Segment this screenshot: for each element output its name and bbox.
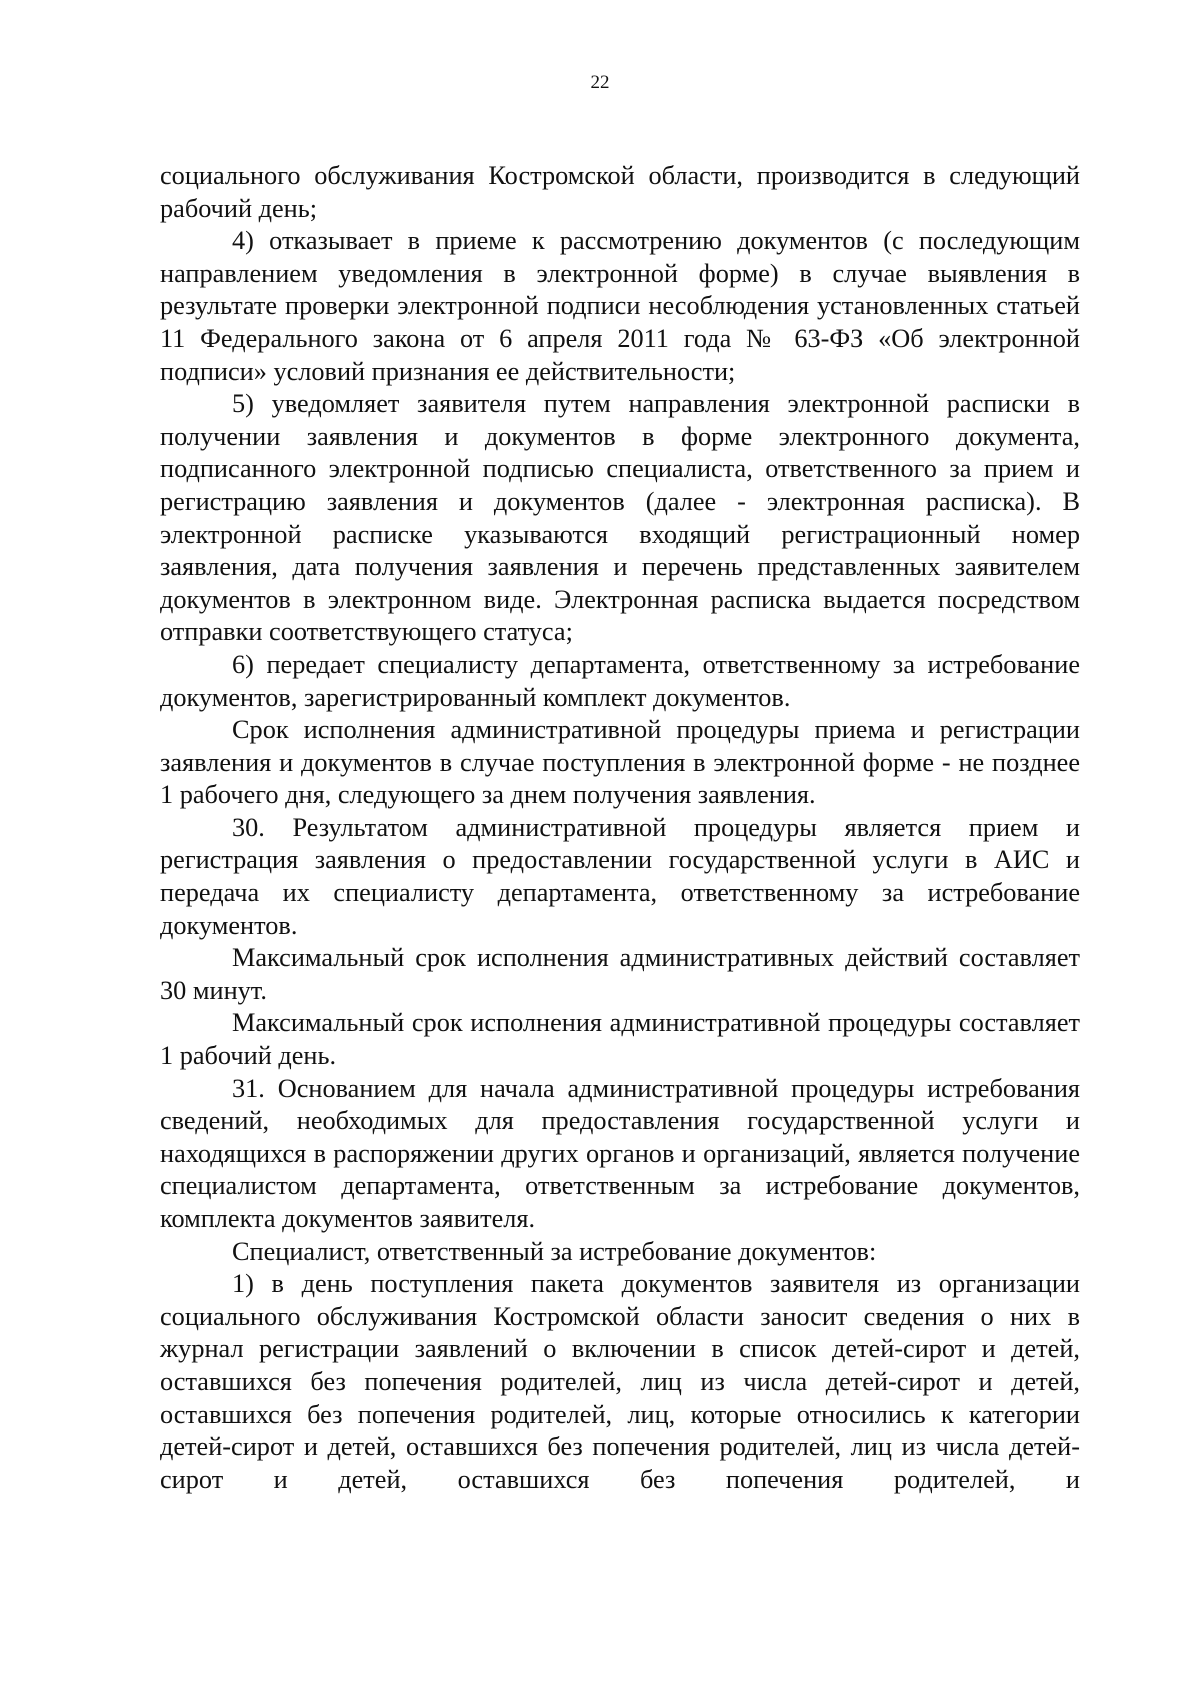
page-number: 22 xyxy=(590,72,610,93)
paragraph-max-procedure: Максимальный срок исполнения административной процедуры составляет 1 рабочий день. xyxy=(160,1008,1080,1071)
paragraph-continuation: социального обслуживания Костромской области, производится в следующий рабочий день; xyxy=(160,161,1080,223)
document-body xyxy=(160,160,1080,1496)
paragraph-specialist-intro: Специалист, ответственный за истребование документов: xyxy=(232,1236,877,1266)
paragraph-30: 30. Результатом административной процедуры является прием и регистрация заявления о предоставлении государственной услуги в АИС и передача их специалисту департамента, ответственному за истребование документов. xyxy=(160,812,1080,940)
paragraph-deadline-electronic: Срок исполнения административной процедуры приема и регистрации заявления и документов в случае поступления в электронной форме - не позднее 1 рабочего дня, следующего за днем получения заявления. xyxy=(160,715,1080,810)
paragraph-max-actions: Максимальный срок исполнения административных действий составляет 30 минут. xyxy=(160,943,1080,1005)
paragraph-item-5: 5) уведомляет заявителя путем направления электронной расписки в получении заявления и документов в форме электронного документа, подписанного электронной подписью специалиста, ответственного за прием и регистрацию заявления и документов (далее - электронная расписка). В электронной расписке указываются входящий регистрационный номер заявления, дата получения заявления и перечень представленных заявителем документов в электронном виде. Электронная расписка выдается посредством отправки соответствующего статуса; xyxy=(160,389,1080,647)
paragraph-specialist-item-1: 1) в день поступления пакета документов заявителя из организации социального обслуживания Костромской области заносит сведения о них в журнал регистрации заявлений о включении в список детей-сирот и детей, оставшихся без попечения родителей, лиц из числа детей-сирот и детей, оставшихся без попечения родителей, лиц, которые относились к категории детей-сирот и детей, оставшихся без попечения родителей, лиц из числа детей-сирот и детей, оставшихся без попечения родителей, и xyxy=(160,1269,1080,1494)
paragraph-item-6: 6) передает специалисту департамента, ответственному за истребование документов, зарегистрированный комплект документов. xyxy=(160,649,1080,712)
paragraph-31: 31. Основанием для начала административной процедуры истребования сведений, необходимых для предоставления государственной услуги и находящихся в распоряжении других органов и организаций, является получение специалистом департамента, ответственным за истребование документов, комплекта документов заявителя. xyxy=(160,1073,1080,1233)
paragraph-item-4: 4) отказывает в приеме к рассмотрению документов (с последующим направлением уведомления в электронной форме) в случае выявления в результате проверки электронной подписи несоблюдения установленных статьей 11 Федерального закона от 6 апреля 2011 года № 63-ФЗ «Об электронной подписи» условий признания ее действительности; xyxy=(160,226,1080,386)
